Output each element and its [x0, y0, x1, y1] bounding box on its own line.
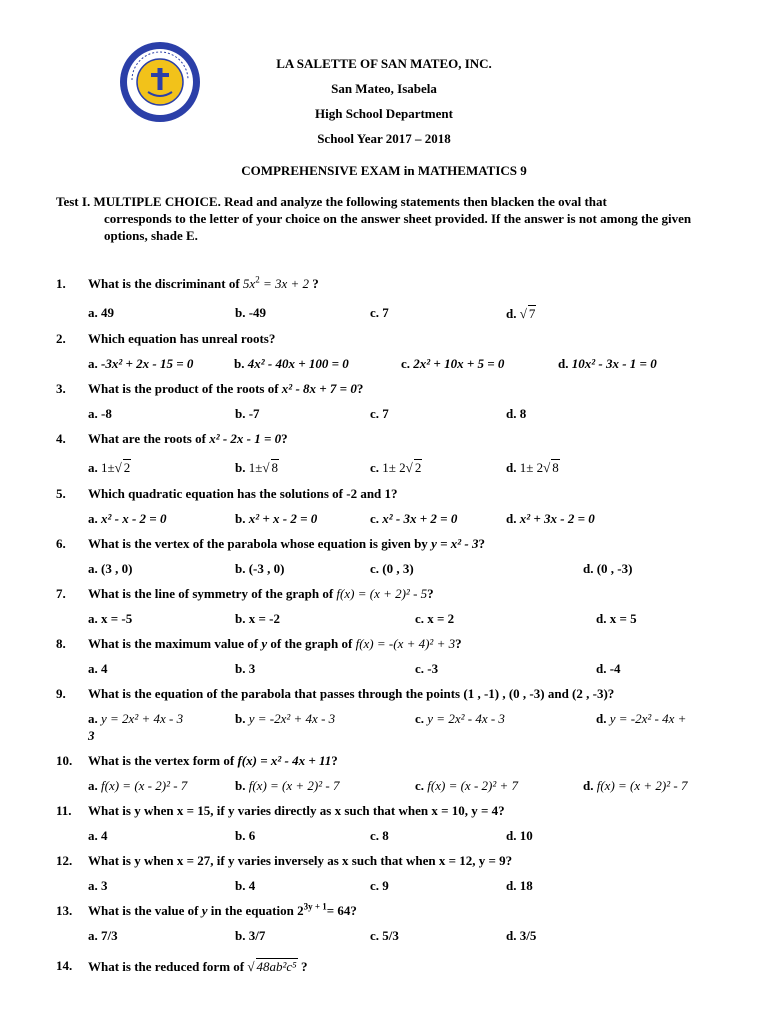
option-a[interactable]: a. 7/3	[88, 928, 118, 943]
question-number: 10.	[56, 753, 73, 768]
department: High School Department	[315, 106, 453, 121]
question-text: What are the roots of x² - 2x - 1 = 0?	[88, 431, 288, 446]
option-c[interactable]: c. 2x² + 10x + 5 = 0	[401, 356, 505, 371]
option-c[interactable]: c. (0 , 3)	[370, 561, 414, 576]
school-name: LA SALETTE OF SAN MATEO, INC.	[276, 56, 492, 71]
question-text: Which equation has unreal roots?	[88, 331, 276, 346]
option-a[interactable]: a. f(x) = (x - 2)² - 7	[88, 778, 188, 793]
option-a[interactable]: a. x = -5	[88, 611, 133, 626]
question-text: Which quadratic equation has the solutions of -2 and 1?	[88, 486, 398, 501]
option-d[interactable]: d. y = -2x² - 4x +	[596, 711, 687, 726]
question-number: 14.	[56, 958, 73, 973]
option-c[interactable]: c. -3	[415, 661, 439, 676]
option-d[interactable]: d. √ 7	[506, 306, 536, 321]
option-d[interactable]: d. 1± 2√ 8	[506, 460, 559, 475]
option-b[interactable]: b. (-3 , 0)	[235, 561, 285, 576]
option-d[interactable]: d. -4	[596, 661, 621, 676]
option-a[interactable]: a. 4	[88, 661, 108, 676]
option-b[interactable]: b. 3/7	[235, 928, 266, 943]
question-number: 2.	[56, 331, 66, 346]
question-text: What is the vertex of the parabola whose equation is given by y = x² - 3?	[88, 536, 485, 551]
option-c[interactable]: c. 9	[370, 878, 389, 893]
exam-title: COMPREHENSIVE EXAM in MATHEMATICS 9	[241, 163, 527, 178]
option-b[interactable]: b. 1±√ 8	[235, 460, 279, 475]
question-text: What is the discriminant of $5x^2 = 3x + 2$ ?	[88, 274, 319, 291]
option-a[interactable]: a. y = 2x² + 4x - 3	[88, 711, 184, 726]
question-text: What is y when x = 27, if y varies inversely as x such that when x = 12, y = 9?	[88, 853, 513, 868]
option-c[interactable]: c. y = 2x² - 4x - 3	[415, 711, 505, 726]
option-c[interactable]: c. x = 2	[415, 611, 455, 626]
question-number: 5.	[56, 486, 66, 501]
question-text: What is y when x = 15, if y varies directly as x such that when x = 10, y = 4?	[88, 803, 505, 818]
question-text: What is the value of y in the equation $2^{3y + 1}= 64$?	[88, 901, 357, 918]
instructions-lead: Test I. MULTIPLE CHOICE. Read and analyze the following statements then blacken the oval that	[56, 194, 607, 209]
test-instructions	[56, 193, 716, 244]
option-b[interactable]: b. 6	[235, 828, 256, 843]
option-a[interactable]: a. 3	[88, 878, 108, 893]
option-a[interactable]: a. (3 , 0)	[88, 561, 133, 576]
option-d[interactable]: d. f(x) = (x + 2)² - 7	[583, 778, 688, 793]
question-number: 4.	[56, 431, 66, 446]
option-d[interactable]: d. 18	[506, 878, 533, 893]
option-a[interactable]: a. 1±√ 2	[88, 460, 131, 475]
option-d[interactable]: d. x² + 3x - 2 = 0	[506, 511, 595, 526]
question-number: 12.	[56, 853, 73, 868]
question-text: What is the maximum value of y of the graph of f(x) = -(x + 4)² + 3?	[88, 636, 462, 651]
option-c[interactable]: c. x² - 3x + 2 = 0	[370, 511, 458, 526]
option-b[interactable]: b. f(x) = (x + 2)² - 7	[235, 778, 340, 793]
question-text: What is the vertex form of f(x) = x² - 4x + 11?	[88, 753, 338, 768]
option-b[interactable]: b. x = -2	[235, 611, 280, 626]
option-d[interactable]: d. 10x² - 3x - 1 = 0	[558, 356, 657, 371]
option-b[interactable]: b. y = -2x² + 4x - 3	[235, 711, 336, 726]
option-d-wrap: 3	[88, 728, 95, 743]
option-a[interactable]: a. x² - x - 2 = 0	[88, 511, 167, 526]
question-number: 3.	[56, 381, 66, 396]
question-number: 8.	[56, 636, 66, 651]
option-b[interactable]: b. -49	[235, 305, 267, 320]
option-b[interactable]: b. -7	[235, 406, 260, 421]
instructions-rest: corresponds to the letter of your choice on the answer sheet provided. If the answer is not among the given options, shade E.	[104, 211, 692, 243]
option-b[interactable]: b. x² + x - 2 = 0	[235, 511, 318, 526]
question-text: What is the equation of the parabola that passes through the points (1 , -1) , (0 , -3) and (2 , -3)?	[88, 686, 615, 701]
question-number: 11.	[56, 803, 72, 818]
school-year: School Year 2017 – 2018	[317, 131, 451, 146]
option-d[interactable]: d. 8	[506, 406, 527, 421]
question-number: 1.	[56, 276, 66, 291]
option-d[interactable]: d. x = 5	[596, 611, 637, 626]
option-a[interactable]: a. 49	[88, 305, 114, 320]
option-a[interactable]: a. -8	[88, 406, 112, 421]
question-text: What is the product of the roots of x² - 8x + 7 = 0?	[88, 381, 364, 396]
option-c[interactable]: c. 8	[370, 828, 389, 843]
option-d[interactable]: d. 10	[506, 828, 533, 843]
question-number: 7.	[56, 586, 66, 601]
option-b[interactable]: b. 3	[235, 661, 256, 676]
option-c[interactable]: c. 7	[370, 305, 389, 320]
question-text: What is the reduced form of √ 48ab²c⁵ ?	[88, 959, 308, 974]
question-text: What is the line of symmetry of the graph of f(x) = (x + 2)² - 5?	[88, 586, 434, 601]
option-b[interactable]: b. 4	[235, 878, 256, 893]
option-d[interactable]: d. (0 , -3)	[583, 561, 633, 576]
option-c[interactable]: c. 1± 2√ 2	[370, 460, 422, 475]
option-c[interactable]: c. 5/3	[370, 928, 399, 943]
question-number: 13.	[56, 903, 73, 918]
option-a[interactable]: a. -3x² + 2x - 15 = 0	[88, 356, 194, 371]
option-d[interactable]: d. 3/5	[506, 928, 537, 943]
school-address: San Mateo, Isabela	[331, 81, 437, 96]
question-number: 9.	[56, 686, 66, 701]
option-c[interactable]: c. 7	[370, 406, 389, 421]
question-number: 6.	[56, 536, 66, 551]
option-a[interactable]: a. 4	[88, 828, 108, 843]
option-c[interactable]: c. f(x) = (x - 2)² + 7	[415, 778, 519, 793]
option-b[interactable]: b. 4x² - 40x + 100 = 0	[234, 356, 349, 371]
